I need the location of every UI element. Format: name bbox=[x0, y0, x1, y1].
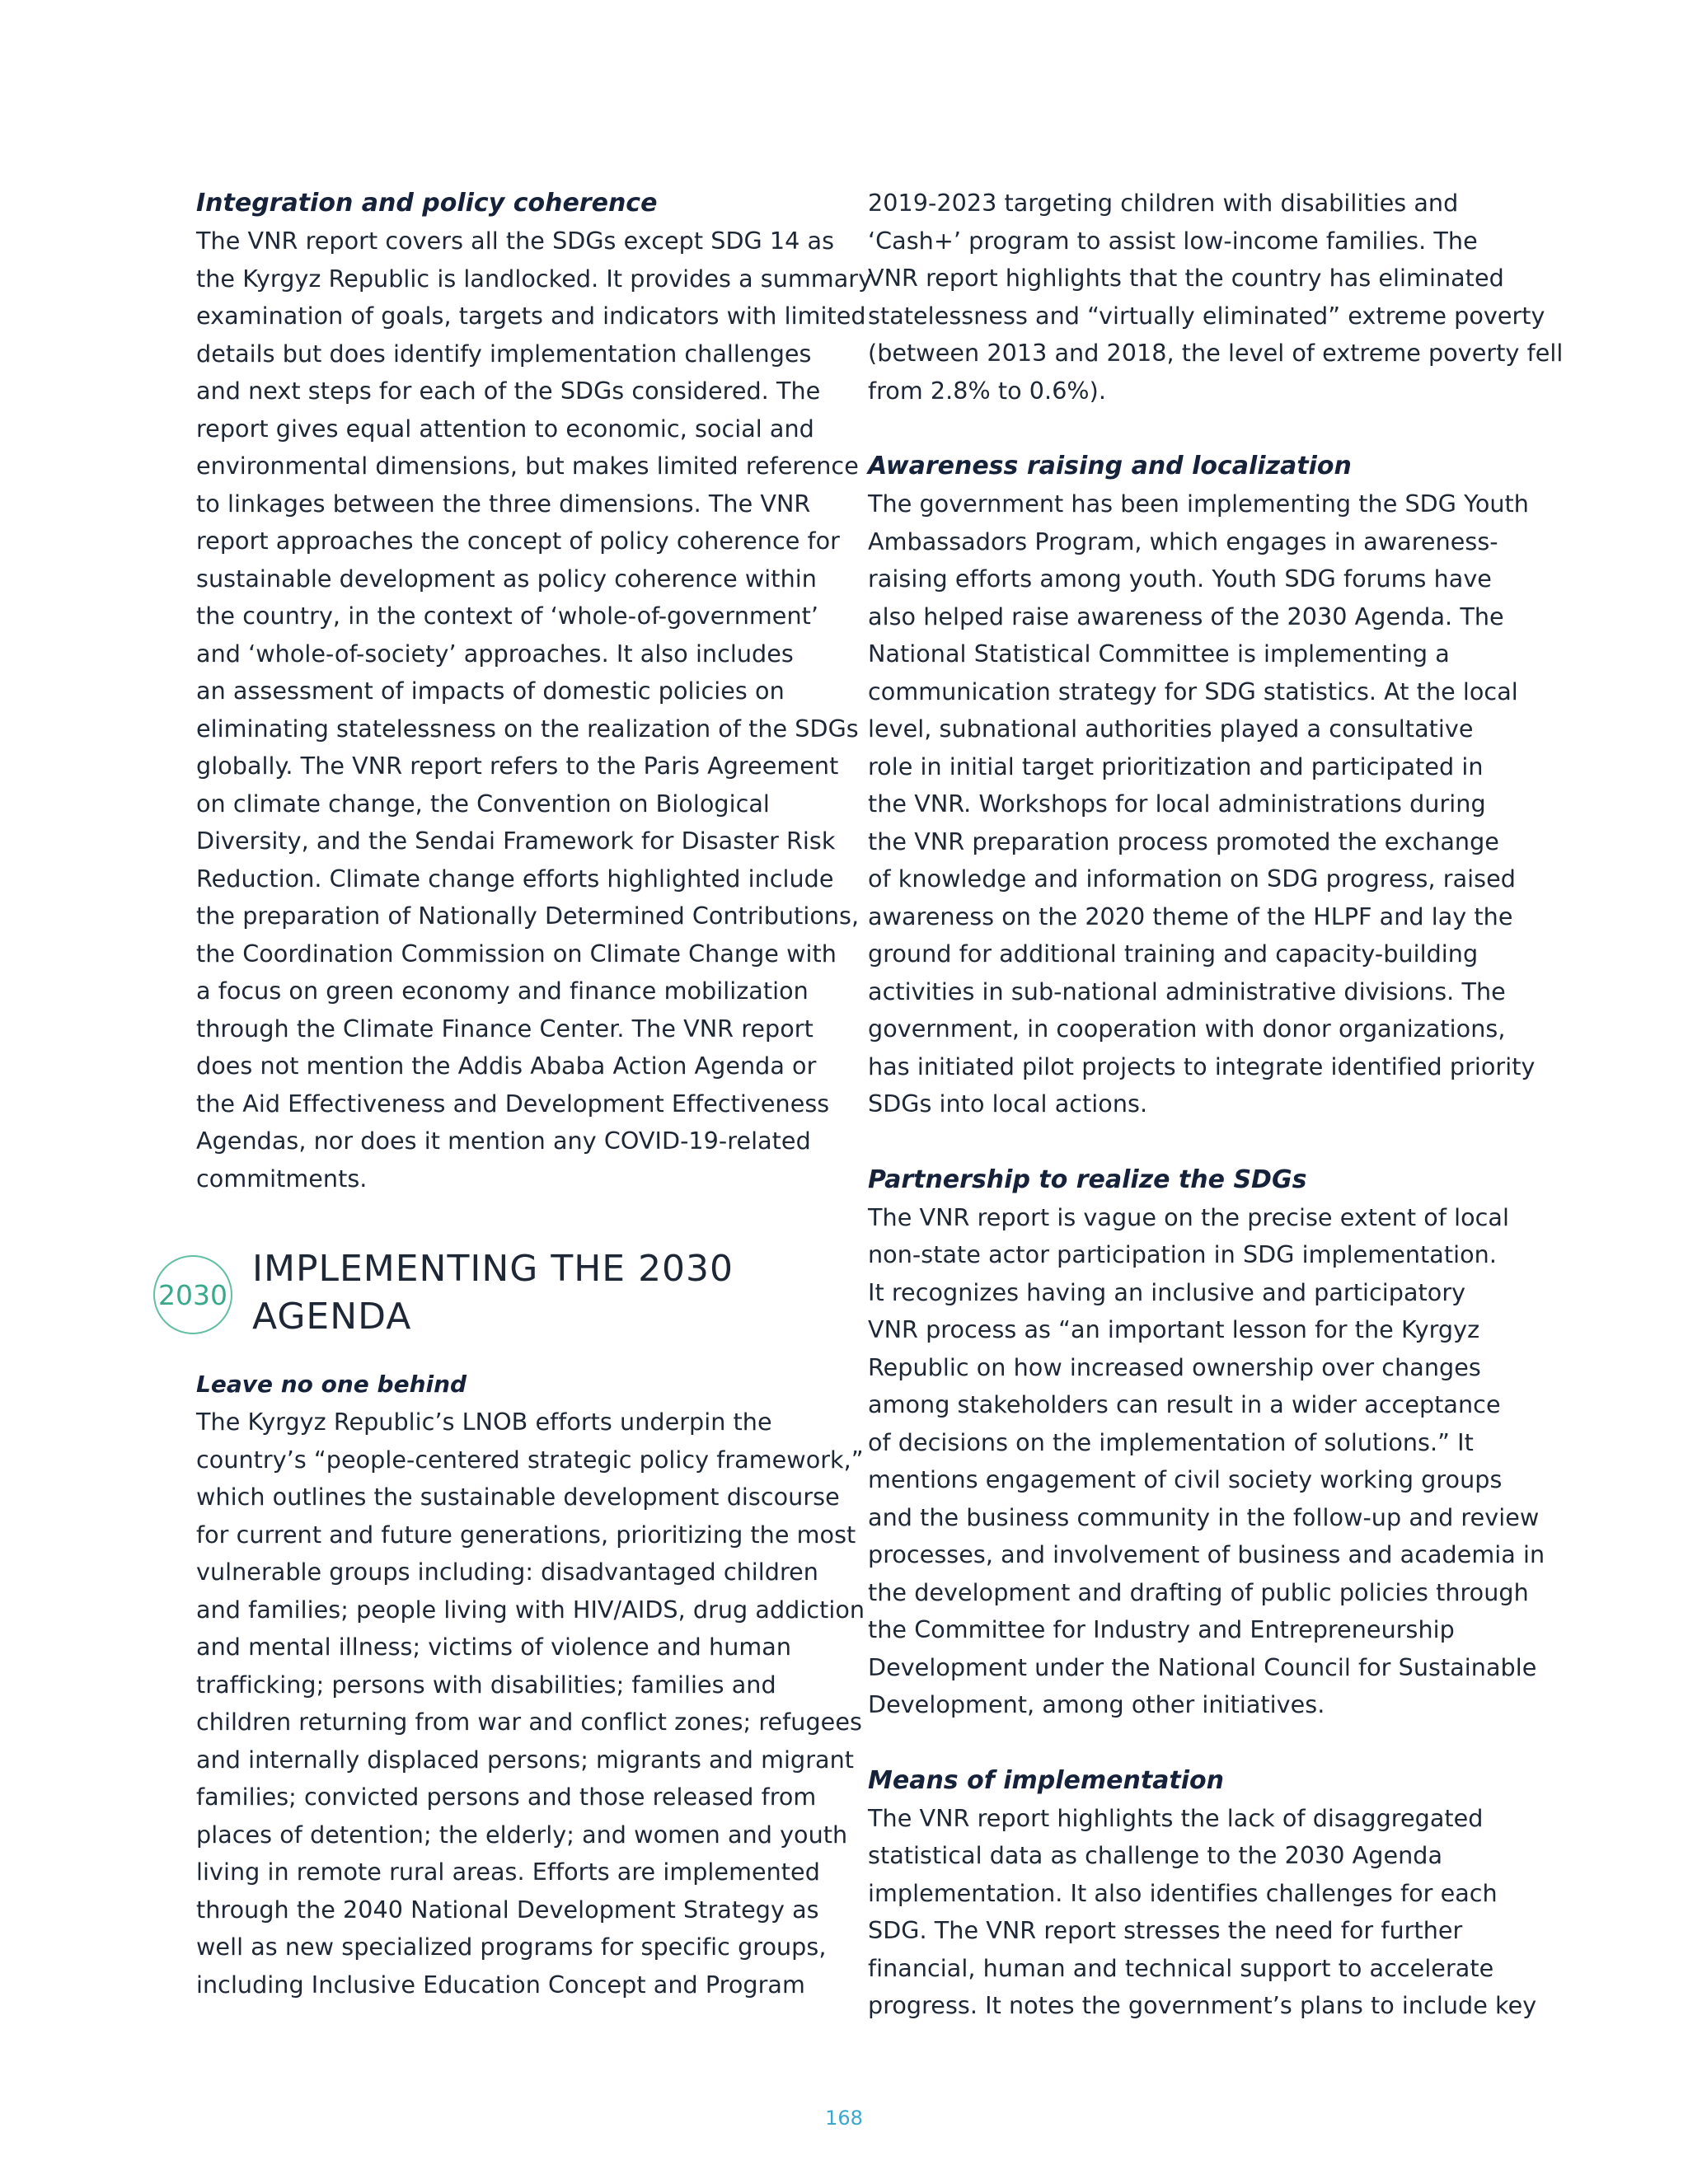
text-line: non-state actor participation in SDG implementation. bbox=[868, 1240, 1497, 1268]
text-line: and mental illness; victims of violence and human bbox=[196, 1633, 792, 1661]
section-header bbox=[153, 1250, 824, 1366]
text-line: the Aid Effectiveness and Development Effectiveness bbox=[196, 1089, 830, 1118]
paragraph-partnership bbox=[868, 1199, 1545, 1724]
right-column bbox=[868, 185, 1564, 2025]
text-line: role in initial target prioritization and participated in bbox=[868, 752, 1484, 780]
text-line: report gives equal attention to economic, social and bbox=[196, 414, 814, 443]
text-line: the country, in the context of ‘whole-of-government’ bbox=[196, 602, 819, 630]
text-line: an assessment of impacts of domestic policies on bbox=[196, 677, 785, 705]
text-line: has initiated pilot projects to integrate identified priority bbox=[868, 1052, 1536, 1080]
text-line: ground for additional training and capacity-building bbox=[868, 940, 1479, 968]
text-line: financial, human and technical support to accelerate bbox=[868, 1953, 1494, 1982]
text-line: including Inclusive Education Concept and Program bbox=[196, 1970, 805, 1999]
text-line: details but does identify implementation challenges bbox=[196, 339, 812, 368]
text-line: (between 2013 and 2018, the level of extreme poverty fell bbox=[868, 339, 1564, 367]
text-line: SDGs into local actions. bbox=[868, 1090, 1148, 1118]
text-line: report approaches the concept of policy coherence for bbox=[196, 527, 840, 555]
spacer bbox=[868, 1724, 1503, 1762]
text-line: globally. The VNR report refers to the Paris Agreement bbox=[196, 752, 839, 780]
text-line: vulnerable groups including: disadvantaged children bbox=[196, 1558, 818, 1586]
text-line: also helped raise awareness of the 2030 Agenda. The bbox=[868, 602, 1504, 630]
text-line: statistical data as challenge to the 2030 Agenda bbox=[868, 1841, 1443, 1869]
text-line: raising efforts among youth. Youth SDG forums have bbox=[868, 565, 1492, 593]
text-line: VNR report highlights that the country has eliminated bbox=[868, 264, 1504, 292]
text-line: commitments. bbox=[196, 1164, 368, 1193]
paragraph-leave-no-one-behind bbox=[196, 1404, 865, 2004]
text-line: among stakeholders can result in a wider acceptance bbox=[868, 1390, 1501, 1418]
text-line: progress. It notes the government’s plans to include key bbox=[868, 1991, 1537, 2019]
heading-leave-no-one-behind: Leave no one behind bbox=[196, 1371, 467, 1398]
text-line: awareness on the 2020 theme of the HLPF and lay the bbox=[868, 902, 1513, 930]
page-number: 168 bbox=[825, 2107, 863, 2130]
text-line: trafficking; persons with disabilities; families and bbox=[196, 1670, 776, 1699]
text-line: Development, among other initiatives. bbox=[868, 1690, 1325, 1718]
text-line: It recognizes having an inclusive and participatory bbox=[868, 1277, 1466, 1306]
text-line: processes, and involvement of business and academia in bbox=[868, 1540, 1545, 1568]
text-line: a focus on green economy and finance mobilization bbox=[196, 977, 809, 1005]
text-line: SDG. The VNR report stresses the need for further bbox=[868, 1916, 1463, 1944]
section-title-line: IMPLEMENTING THE 2030 bbox=[252, 1248, 734, 1290]
text-line: level, subnational authorities played a consultative bbox=[868, 715, 1474, 743]
text-line: mentions engagement of civil society working groups bbox=[868, 1465, 1503, 1493]
text-line: statelessness and “virtually eliminated” extreme poverty bbox=[868, 301, 1545, 330]
text-line: through the 2040 National Development Strategy as bbox=[196, 1895, 819, 1924]
text-line: The VNR report is vague on the precise extent of local bbox=[868, 1202, 1509, 1231]
text-line: which outlines the sustainable development discourse bbox=[196, 1483, 840, 1511]
left-column bbox=[158, 185, 873, 2004]
section-title-line: AGENDA bbox=[252, 1296, 412, 1338]
text-line: for current and future generations, prioritizing the most bbox=[196, 1520, 856, 1549]
paragraph-integration bbox=[196, 223, 873, 1197]
text-line: Reduction. Climate change efforts highlighted include bbox=[196, 864, 834, 893]
text-line: National Statistical Committee is implementing a bbox=[868, 640, 1450, 668]
text-line: The government has been implementing the SDG Youth bbox=[868, 490, 1529, 518]
text-line: implementation. It also identifies challenges for each bbox=[868, 1878, 1498, 1907]
text-line: children returning from war and conflict zones; refugees bbox=[196, 1708, 862, 1736]
text-line: the VNR preparation process promoted the exchange bbox=[868, 827, 1499, 855]
text-line: through the Climate Finance Center. The VNR report bbox=[196, 1014, 814, 1043]
text-line: the Committee for Industry and Entrepreneurship bbox=[868, 1615, 1455, 1643]
text-line: country’s “people-centered strategic policy framework,” bbox=[196, 1445, 864, 1474]
text-line: Diversity, and the Sendai Framework for Disaster Risk bbox=[196, 827, 836, 855]
text-line: of knowledge and information on SDG progress, raised bbox=[868, 865, 1516, 893]
text-line: and next steps for each of the SDGs considered. The bbox=[196, 377, 821, 405]
text-line: living in remote rural areas. Efforts are implemented bbox=[196, 1858, 820, 1886]
paragraph-awareness bbox=[868, 485, 1536, 1123]
text-line: the preparation of Nationally Determined Contributions, bbox=[196, 902, 860, 930]
text-line: The Kyrgyz Republic’s LNOB efforts underpin the bbox=[196, 1408, 772, 1436]
text-line: Agendas, nor does it mention any COVID-19-related bbox=[196, 1127, 811, 1155]
spacer bbox=[868, 1123, 1503, 1161]
text-line: activities in sub-national administrative divisions. The bbox=[868, 977, 1506, 1005]
text-line: environmental dimensions, but makes limited reference bbox=[196, 452, 859, 480]
paragraph-continued bbox=[868, 185, 1564, 410]
text-line: and internally displaced persons; migrants and migrant bbox=[196, 1745, 855, 1774]
text-line: on climate change, the Convention on Biological bbox=[196, 789, 770, 818]
text-line: and families; people living with HIV/AIDS, drug addiction bbox=[196, 1595, 865, 1624]
text-line: Republic on how increased ownership over changes bbox=[868, 1352, 1481, 1381]
text-line: examination of goals, targets and indicators with limited bbox=[196, 302, 866, 330]
text-line: communication strategy for SDG statistics. At the local bbox=[868, 677, 1518, 705]
text-line: 2019-2023 targeting children with disabilities and bbox=[868, 189, 1459, 217]
paragraph-means bbox=[868, 1800, 1537, 2025]
text-line: families; convicted persons and those released from bbox=[196, 1783, 817, 1811]
text-line: VNR process as “an important lesson for the Kyrgyz bbox=[868, 1315, 1480, 1343]
section-title bbox=[252, 1245, 734, 1341]
heading-integration: Integration and policy coherence bbox=[196, 189, 658, 218]
text-line: Ambassadors Program, which engages in awareness- bbox=[868, 527, 1498, 555]
text-line: well as new specialized programs for specific groups, bbox=[196, 1933, 827, 1961]
text-line: to linkages between the three dimensions. The VNR bbox=[196, 489, 811, 518]
heading-means: Means of implementation bbox=[868, 1765, 1224, 1795]
text-line: the VNR. Workshops for local administrations during bbox=[868, 790, 1486, 818]
text-line: from 2.8% to 0.6%). bbox=[868, 376, 1106, 405]
badge-2030: 2030 bbox=[153, 1255, 232, 1334]
text-line: and ‘whole-of-society’ approaches. It also includes bbox=[196, 639, 794, 668]
heading-awareness: Awareness raising and localization bbox=[868, 452, 1352, 480]
text-line: ‘Cash+’ program to assist low-income families. The bbox=[868, 226, 1478, 255]
spacer bbox=[868, 410, 1503, 448]
text-line: eliminating statelessness on the realization of the SDGs bbox=[196, 714, 859, 743]
text-line: The VNR report highlights the lack of disaggregated bbox=[868, 1803, 1484, 1832]
text-line: does not mention the Addis Ababa Action Agenda or bbox=[196, 1052, 817, 1080]
text-line: places of detention; the elderly; and women and youth bbox=[196, 1820, 848, 1849]
text-line: sustainable development as policy coherence within bbox=[196, 564, 817, 593]
text-line: government, in cooperation with donor organizations, bbox=[868, 1015, 1506, 1043]
text-line: and the business community in the follow-up and review bbox=[868, 1502, 1540, 1531]
text-line: The VNR report covers all the SDGs except SDG 14 as bbox=[196, 227, 835, 255]
text-line: the Coordination Commission on Climate Change with bbox=[196, 939, 837, 968]
text-line: the development and drafting of public policies through bbox=[868, 1577, 1529, 1606]
heading-partnership: Partnership to realize the SDGs bbox=[868, 1165, 1307, 1194]
text-line: Development under the National Council for Sustainable bbox=[868, 1652, 1537, 1681]
text-line: of decisions on the implementation of solutions.” It bbox=[868, 1427, 1474, 1456]
text-line: the Kyrgyz Republic is landlocked. It provides a summary bbox=[196, 264, 873, 293]
